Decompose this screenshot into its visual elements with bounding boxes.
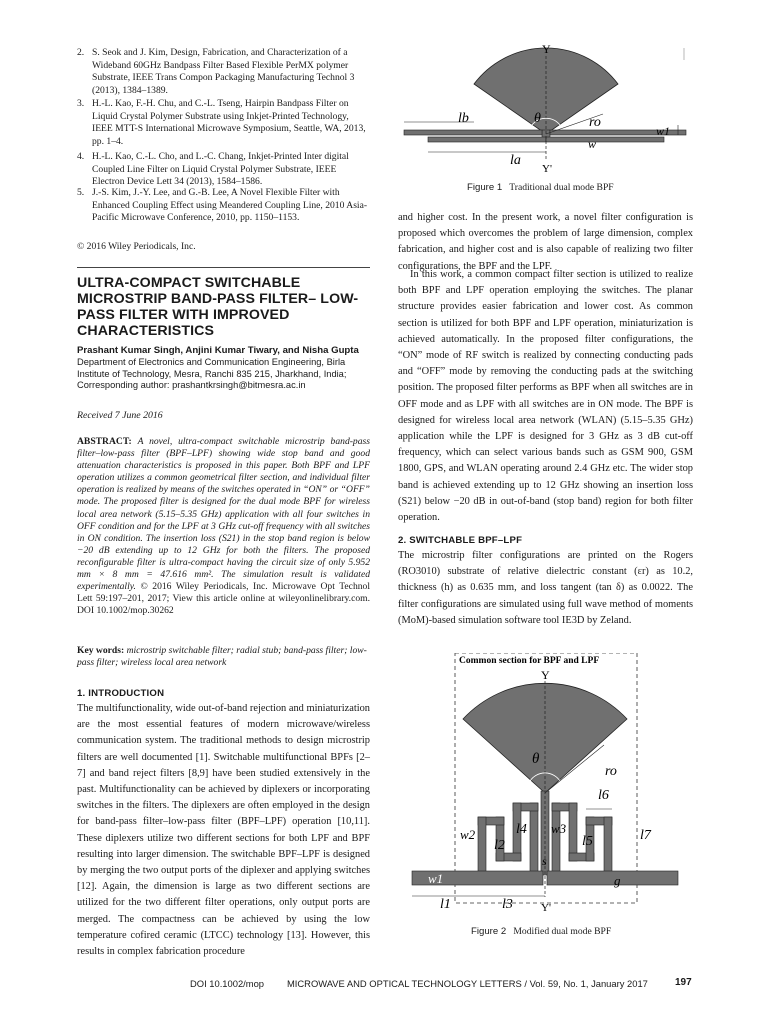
ro-label: ro [589,115,601,130]
reference-item: 4. H.-L. Kao, C.-L. Cho, and L.-C. Chang, Inkjet-Printed Inter digital Coupled Line Filter on Liquid Crystal Polymer Substrate, IEEE Electron Device Lett 34 (2013), 1584–1586. [77,151,349,188]
figure-2-diagram [408,653,688,913]
abstract-body: A novel, ultra-compact switchable microstrip band-pass filter–low-pass filter (BPF–LPF) showing wide stop band and good attenuation characteristics is proposed in this paper. Both BPF and LPF operation utilizes a common geometrical filter section, and individual filter operation is realized by means of the switches operated in “ON” or “OFF” mode. The proposed filter is designed for the dual mode BPF for wireless local area network (5.15–5.35 GHz) application with all four switches in OFF condition and for the LPF at 3 GHz cut-off frequency with all switches in ON condition. The insertion loss (S21) in the stop band region is below −20 dB extending up to 12 GHz for both the filters. The proposed reconfigurable filter is ultra-compact having the circuit size of only 5.952 mm × 8 mm = 47.616 mm². The simulation result is validated experimentally. [77,436,370,593]
reference-item: 3. H.-L. Kao, F.-H. Chu, and C.-L. Tseng, Hairpin Bandpass Filter on Liquid Crystal Polymer Substrate using Inkjet-Printed Technology, IEEE MTT-S International Microwave Symposium, Seattle, WA, 2013, pp. 1–4. [77,98,366,147]
received-date: Received 7 June 2016 [77,410,163,421]
intro-paragraph: The multifunctionality, wide out-of-band rejection and miniaturization are the most essential features of modern microwave/wireless communication system. The traditional methods to design microstrip filters are well documented [1]. Switchable multifunctional BPFs [2–7] and band reject filters [8,9] have been studied extensively in the past. Multifunctionality can be achieved by diplexers or incorporating switches in the filters. The diplexers are often employed in the design for band-pass filter–low-pass filter (BPF–LPF) operation [10,11]. These diplexers utilize two different sections for both LPF and BPF resulting into larger dimension. The switchable BPF–LPF is designed by merging the two output ports of the diplexer and applying switches [12]. Again, the dimension is large as two different sections are utilized for the two different filter operations, only output ports are merged. The compactness can be achieved by using the low temperature cofired ceramic (LTCC) technology [13]. However, this results in complex fabrication procedure [77,703,370,958]
right-feed-line [547,871,678,885]
reference-item: 2. S. Seok and J. Kim, Design, Fabrication, and Characterization of a Wideband 60GHz Bandpass Filter Based Flexible PerMX polymer Substrate, IEEE Trans Compon Packaging Manufacturing Technol 3 (2013), 1384–1389. [77,47,355,96]
coupled-line-left [428,137,546,142]
author-affiliation: Department of Electronics and Communication Engineering, Birla Institute of Technology, Mesra, Ranchi 835 215, Jharkhand, India; Corresponding author: prashantkrsingh@bitmesra.ac.in [77,357,347,391]
w3-label: w3 [551,821,567,836]
copyright-line: © 2016 Wiley Periodicals, Inc. [77,241,196,252]
w1-label: w1 [428,871,444,886]
left-inner-arm [530,803,538,875]
theta-label: θ [532,751,540,767]
l1-label: l1 [440,897,451,912]
figure-2 [408,653,688,913]
figure-1-caption-label: Figure 1 [467,182,503,193]
section-heading-introduction: 1. INTRODUCTION [77,688,165,699]
keywords [77,645,370,669]
figure-1 [398,42,693,177]
keywords-text: microstrip switchable filter; radial stub; band-pass filter; low-pass filter; wireless local area network [77,645,367,669]
right-inner-arm [552,803,560,875]
abstract-label: ABSTRACT: [77,436,132,447]
coupled-line-right [546,137,664,142]
author-list: Prashant Kumar Singh, Anjini Kumar Tiwary, and Nisha Gupta [77,345,359,356]
abstract-citation: © 2016 Wiley Periodicals, Inc. Microwave Opt Technol Lett 59:197–201, 2017; View this article online at wileyonlinelibrary.com. DOI 10.1002/mop.30262 [77,581,370,617]
theta-label: θ [534,111,541,126]
footer-journal: MICROWAVE AND OPTICAL TECHNOLOGY LETTERS / Vol. 59, No. 1, January 2017 [287,978,648,989]
common-section-label: Common section for BPF and LPF [459,656,600,666]
reference-item: 5. J.-S. Kim, J.-Y. Lee, and G.-B. Lee, A Novel Flexible Filter with Enhanced Coupling Effect using Meandered Coupling Line, 2010 Asia-Pacific Microwave Conference, 2010, pp. 1150–1153. [77,187,368,224]
y-top-label: Y [542,42,551,56]
l6-label: l6 [598,788,609,803]
section-heading-switchable: 2. SWITCHABLE BPF–LPF [398,535,523,546]
s-label: s [542,854,547,868]
section-2-paragraph: The microstrip filter configurations are printed on the Rogers (RO3010) substrate of relative dielectric constant (εr) as 10.2, thickness (h) as 0.635 mm, and loss tangent (tan δ) as 0.0022. The filter configurations are simulated using full wave method of moments (MoM)-based simulation software tool IE3D by Zeland. [398,550,693,626]
l5-label: l5 [582,834,593,849]
y-bottom-label: Y' [542,163,552,175]
right-feed-arm [604,817,612,875]
right-mid-arm [569,803,577,861]
left-feed-line [404,130,542,135]
figure-2-caption [471,926,611,937]
title-rule [77,267,370,268]
l4-label: l4 [516,822,527,837]
g-label: g [614,873,621,888]
ro-label: ro [605,764,617,779]
intro-continuation: In this work, a common compact filter section is utilized to realize both BPF and LPF operation employing the switches. The planar structure provides easier fabrication and lower cost. As common section is utilized for both BPF and LPF operation, miniaturization is achieved automatically. In the proposed filter configurations, the “ON” mode of RF switch is realized by connecting conducting pads and “OFF” mode by removing the conducting pads at the switching position. The proposed filter performs as BPF when all switches are in OFF mode and as LPF with all switches are in ON mode. The BPF is designed for wireless local area network (WLAN) (5.15–5.35 GHz) application while the LPF is designed for 3 GHz as 3 dB cut-off frequency, which can select various bands such as GSM 900, GSM 1800, GPS, and WLAN operating around 2.4 GHz etc. The wider stop band is achieved extending up to 12 GHz showing an insertion loss (S21) below −20 dB in out-of-band (stop band) region for both filter operation. [398,269,693,524]
intro-continuation: and higher cost. In the present work, a novel filter configuration is proposed which overcomes the problem of large dimension, complex fabrication, and higher cost and is also capable of realizing two filter configurations, the BPF and the LPF. [398,212,693,272]
lb-label: lb [458,111,469,126]
la-label: la [510,153,521,168]
page-number: 197 [675,977,692,988]
w-label: w [588,137,597,151]
y-top-label: Y [541,668,550,682]
figure-2-caption-label: Figure 2 [471,926,507,937]
figure-1-caption-text: Traditional dual mode BPF [509,182,614,193]
l3-label: l3 [502,897,513,912]
figure-1-caption [467,182,614,193]
left-feed-arm [478,817,486,875]
footer-doi: DOI 10.1002/mop [190,978,265,989]
l7-label: l7 [640,828,651,843]
l2-label: l2 [494,838,505,853]
abstract [77,436,370,617]
w2-label: w2 [460,827,476,842]
figure-1-diagram [398,42,693,177]
keywords-label: Key words: [77,645,125,656]
w1-label: w1 [656,124,671,138]
article-title: ULTRA-COMPACT SWITCHABLE MICROSTRIP BAND-PASS FILTER– LOW-PASS FILTER WITH IMPROVED CHARACTERISTICS [77,275,359,339]
y-bottom-label: Y' [541,902,551,913]
figure-2-caption-text: Modified dual mode BPF [513,926,612,937]
